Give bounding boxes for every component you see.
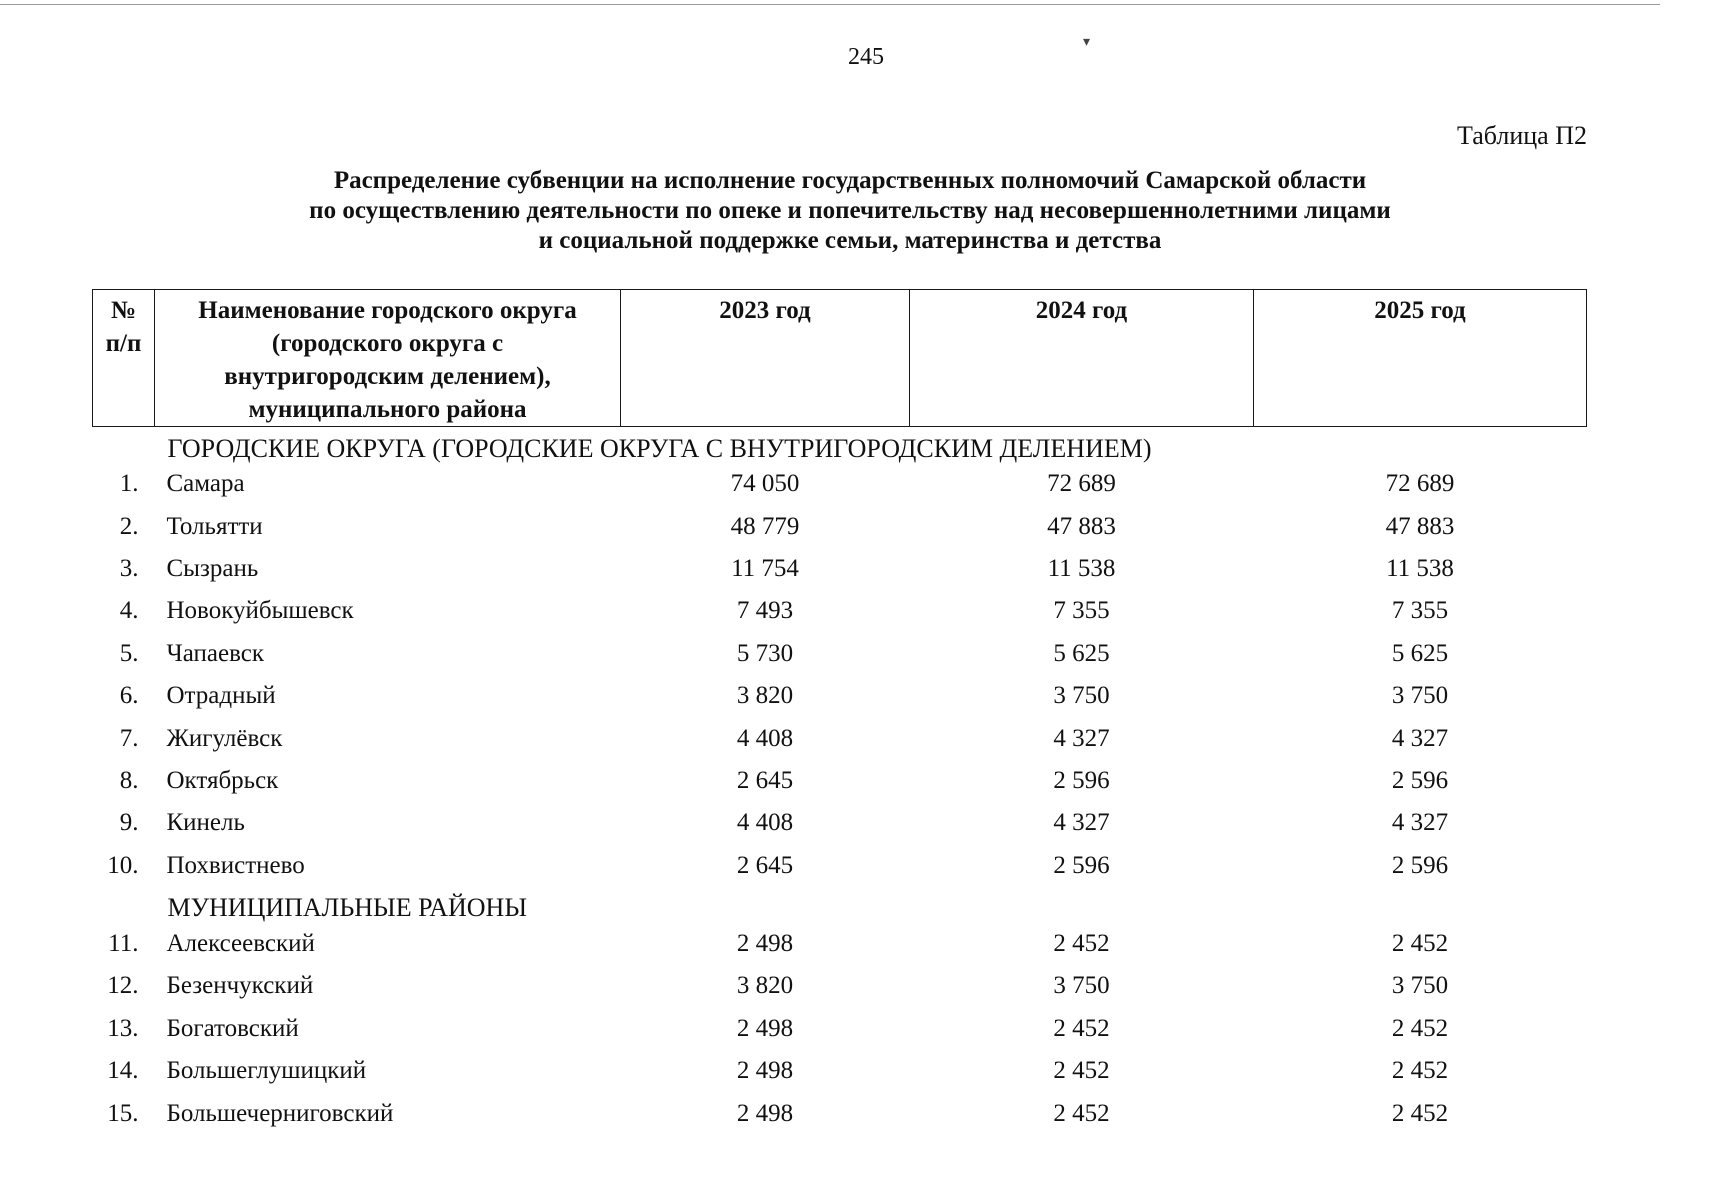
- section-title: ГОРОДСКИЕ ОКРУГА (ГОРОДСКИЕ ОКРУГА С ВНУТРИГОРОДСКИМ ДЕЛЕНИЕМ): [167, 433, 1152, 463]
- value-2023-cell: 2 498: [736, 1099, 794, 1127]
- value-2025-cell: 4 327: [1391, 724, 1449, 752]
- header-number-line-1: №: [110, 297, 137, 324]
- table-row: [93, 844, 1587, 886]
- value-2023-cell: 5 730: [736, 639, 794, 667]
- table-row: [93, 759, 1587, 801]
- table-row: [93, 590, 1587, 632]
- value-2025-cell: 2 452: [1391, 1099, 1449, 1127]
- section-title: МУНИЦИПАЛЬНЫЕ РАЙОНЫ: [167, 893, 527, 923]
- row-number-cell: 12.: [107, 972, 139, 1000]
- title-line-1: Распределение субвенции на исполнение государственных полномочий Самарской области: [333, 167, 1367, 194]
- value-2025-cell: 2 596: [1391, 851, 1449, 879]
- row-name-cell: Большеглушицкий: [166, 1057, 367, 1085]
- row-number-cell: 7.: [119, 724, 139, 752]
- section-row-city-districts: [93, 427, 1587, 463]
- row-number-cell: 1.: [119, 470, 139, 498]
- value-2023-cell: 74 050: [730, 470, 800, 498]
- header-2025: 2025 год: [1254, 290, 1587, 427]
- value-2025-cell: 2 596: [1391, 766, 1449, 794]
- value-2024-cell: 2 596: [1053, 851, 1110, 879]
- value-2025-cell: 47 883: [1385, 512, 1455, 540]
- row-number-cell: 6.: [119, 682, 139, 710]
- value-2024-cell: 2 596: [1053, 766, 1110, 794]
- row-number-cell: 4.: [119, 597, 139, 625]
- row-number-cell: 3.: [119, 554, 139, 582]
- section-row-municipal-districts: [93, 886, 1587, 922]
- title-line-2: по осуществлению деятельности по опеке и попечительству над несовершеннолетними лицами: [309, 197, 1391, 224]
- table-row: [93, 717, 1587, 759]
- value-2024-cell: 2 452: [1053, 1014, 1110, 1042]
- scan-mark: ▾: [1083, 35, 1091, 50]
- row-number-cell: 5.: [119, 639, 139, 667]
- value-2023-cell: 2 498: [736, 1057, 794, 1085]
- table-row: [93, 547, 1587, 589]
- value-2025-cell: 7 355: [1391, 597, 1449, 625]
- row-name-cell: Чапаевск: [166, 639, 264, 667]
- value-2023-cell: 3 820: [736, 682, 794, 710]
- value-2025-cell: 72 689: [1385, 470, 1455, 498]
- row-name-cell: Похвистнево: [166, 851, 305, 879]
- table-caption: Таблица П2: [1457, 121, 1587, 150]
- value-2024-cell: 2 452: [1053, 930, 1110, 958]
- value-2024-cell: 4 327: [1053, 724, 1110, 752]
- value-2025-cell: 2 452: [1391, 1014, 1449, 1042]
- row-name-cell: Новокуйбышевск: [166, 597, 354, 625]
- value-2024-cell: 2 452: [1053, 1057, 1110, 1085]
- row-name-cell: Большечерниговский: [166, 1099, 394, 1127]
- header-name: [155, 290, 621, 427]
- value-2023-cell: 4 408: [736, 724, 794, 752]
- value-2024-cell: 4 327: [1053, 809, 1110, 837]
- row-name-cell: Алексеевский: [166, 930, 315, 958]
- value-2025-cell: 11 538: [1386, 554, 1454, 582]
- table-row: [93, 1050, 1587, 1092]
- row-name-cell: Жигулёвск: [166, 724, 283, 752]
- value-2024-cell: 72 689: [1047, 470, 1116, 498]
- row-name-cell: Отрадный: [166, 682, 276, 710]
- value-2024-cell: 11 538: [1047, 554, 1116, 582]
- row-name-cell: Безенчукский: [166, 972, 314, 1000]
- value-2024-cell: 3 750: [1053, 682, 1110, 710]
- value-2025-cell: 4 327: [1391, 809, 1449, 837]
- row-name-cell: Октябрьск: [166, 766, 279, 794]
- value-2023-cell: 48 779: [730, 512, 800, 540]
- table-row: [93, 1092, 1587, 1134]
- header-number-line-2: п/п: [105, 330, 142, 357]
- value-2025-cell: 3 750: [1391, 972, 1449, 1000]
- row-name-cell: Сызрань: [166, 554, 259, 582]
- value-2024-cell: 2 452: [1053, 1099, 1110, 1127]
- document-title: [220, 166, 1480, 256]
- value-2023-cell: 7 493: [736, 597, 794, 625]
- row-number-cell: 9.: [119, 809, 139, 837]
- table-row: [93, 802, 1587, 844]
- value-2024-cell: 5 625: [1053, 639, 1110, 667]
- table-header-row: [93, 290, 1587, 427]
- row-number-cell: 13.: [107, 1014, 139, 1042]
- row-number-cell: 8.: [119, 766, 139, 794]
- top-border-line: [0, 4, 1660, 5]
- header-name-line-1: Наименование городского округа: [198, 297, 577, 324]
- table-row: [93, 922, 1587, 964]
- header-2024: 2024 год: [910, 290, 1254, 427]
- title-line-3: и социальной поддержке семьи, материнства и детства: [538, 227, 1162, 254]
- header-name-line-3: внутригородским делением),: [224, 363, 551, 390]
- value-2025-cell: 5 625: [1391, 639, 1449, 667]
- value-2024-cell: 7 355: [1053, 597, 1110, 625]
- value-2025-cell: 3 750: [1391, 682, 1449, 710]
- table-row: [93, 463, 1587, 505]
- row-name-cell: Кинель: [166, 809, 245, 837]
- row-number-cell: 14.: [107, 1057, 139, 1085]
- header-2023: 2023 год: [621, 290, 910, 427]
- subsidy-table: [92, 289, 1587, 1134]
- value-2023-cell: 2 498: [736, 930, 794, 958]
- table-row: [93, 505, 1587, 547]
- value-2024-cell: 3 750: [1053, 972, 1110, 1000]
- value-2023-cell: 2 645: [736, 766, 794, 794]
- table-row: [93, 632, 1587, 674]
- table-row: [93, 965, 1587, 1007]
- row-name-cell: Самара: [166, 470, 245, 498]
- row-number-cell: 2.: [119, 512, 139, 540]
- row-number-cell: 10.: [107, 851, 139, 879]
- value-2024-cell: 47 883: [1047, 512, 1116, 540]
- value-2023-cell: 3 820: [736, 972, 794, 1000]
- row-number-cell: 15.: [107, 1099, 139, 1127]
- table-row: [93, 1007, 1587, 1049]
- value-2023-cell: 4 408: [736, 809, 794, 837]
- table-row: [93, 674, 1587, 716]
- row-name-cell: Тольятти: [166, 512, 263, 540]
- header-name-line-4: муниципального района: [248, 396, 527, 423]
- value-2023-cell: 2 498: [736, 1014, 794, 1042]
- value-2025-cell: 2 452: [1391, 930, 1449, 958]
- row-number-cell: 11.: [108, 930, 139, 958]
- header-name-line-2: (городского округа с: [271, 330, 504, 357]
- page-number: 245: [848, 44, 884, 70]
- value-2023-cell: 11 754: [731, 554, 799, 582]
- value-2025-cell: 2 452: [1391, 1057, 1449, 1085]
- header-number: [93, 290, 155, 427]
- value-2023-cell: 2 645: [736, 851, 794, 879]
- row-name-cell: Богатовский: [166, 1014, 299, 1042]
